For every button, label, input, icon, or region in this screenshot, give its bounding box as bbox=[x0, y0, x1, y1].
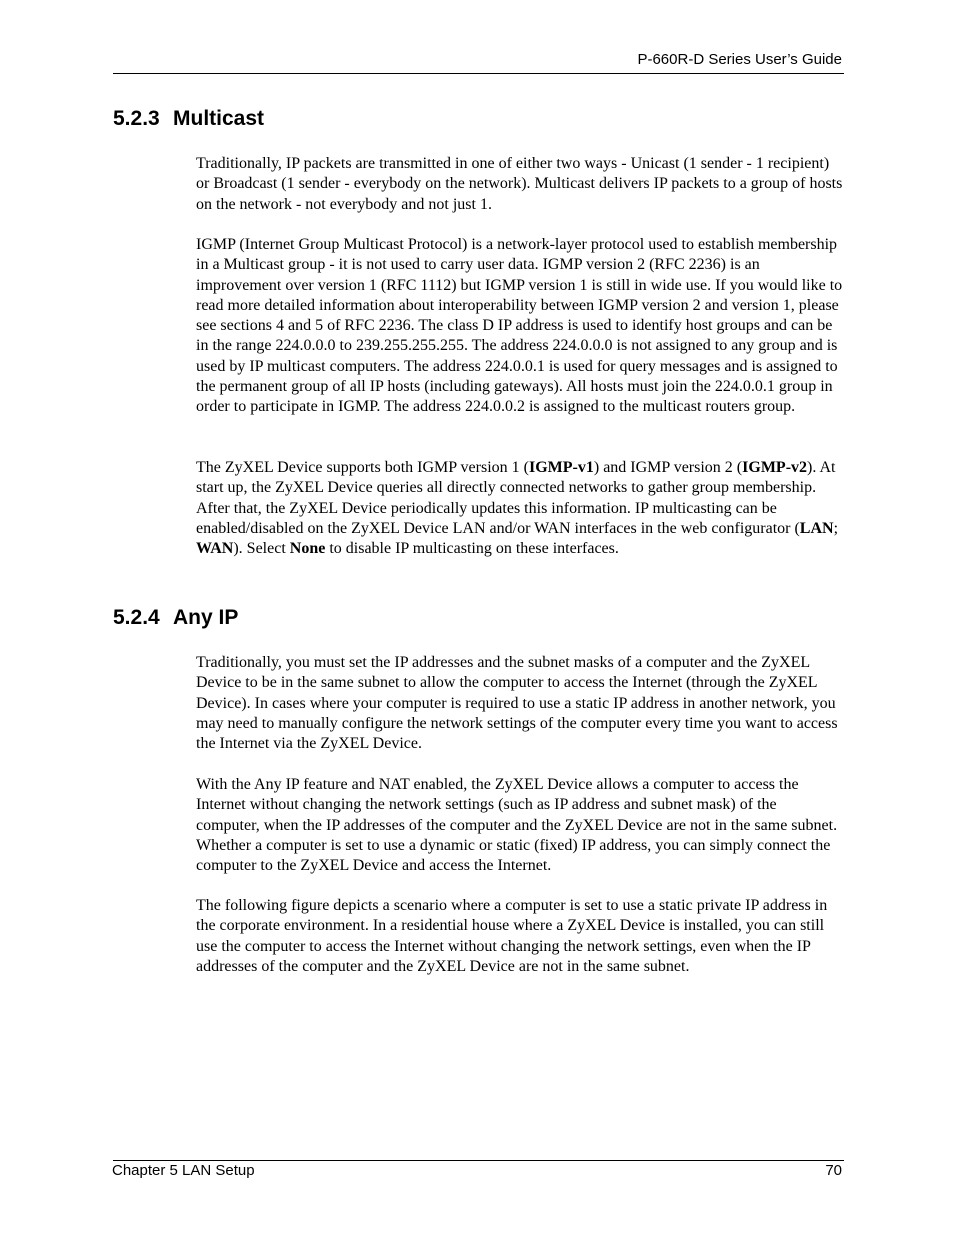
paragraph-any-ip-nat: With the Any IP feature and NAT enabled, the ZyXEL Device allows a computer to access the Internet without changing the network settings (such as IP address and subnet mask) of the computer, when the IP addresses of the computer and the ZyXEL Device are not in the same subnet. Whether a computer is set to use a dynamic or static (fixed) IP address, you can simply connect the computer to the ZyXEL Device and access the Internet. bbox=[196, 776, 838, 875]
section-heading-multicast bbox=[113, 106, 264, 132]
text-run: ) and IGMP version 2 ( bbox=[593, 459, 743, 476]
page-number: 70 bbox=[825, 1162, 842, 1179]
footer-chapter: Chapter 5 LAN Setup bbox=[112, 1162, 255, 1179]
bold-term-igmp-v2: IGMP-v2 bbox=[742, 459, 808, 476]
footer-rule bbox=[113, 1160, 844, 1161]
section-number: 5.2.4 bbox=[113, 606, 160, 629]
bold-term-none: None bbox=[289, 540, 326, 558]
section-title: Multicast bbox=[173, 107, 265, 130]
text-run: ). Select bbox=[233, 540, 290, 558]
bold-term-igmp-v1: IGMP-v1 bbox=[528, 459, 594, 476]
section-title: Any IP bbox=[173, 606, 239, 629]
bold-term-wan: WAN bbox=[196, 540, 234, 558]
header-rule bbox=[113, 73, 844, 74]
text-run: The ZyXEL Device supports both IGMP version 1 ( bbox=[196, 459, 529, 476]
text-run: ). At start up, the ZyXEL Device queries all directly connected networks to gather group membership. After that, the ZyXEL Device periodically updates this information. IP multicasting can be enabled/disabled on the ZyXEL Device LAN and/or WAN interfaces in the web configurator ( bbox=[196, 459, 836, 537]
bold-term-lan: LAN bbox=[799, 519, 834, 537]
section-heading-any-ip bbox=[113, 605, 238, 631]
paragraph-multicast-intro: Traditionally, IP packets are transmitted in one of either two ways - Unicast (1 sender - 1 recipient) or Broadcast (1 sender - everybody on the network). Multicast delivers IP packets to a group of hosts on the network - not everybody and not just 1. bbox=[196, 155, 843, 213]
text-run: to disable IP multicasting on these interfaces. bbox=[325, 540, 619, 558]
paragraph-any-ip-intro: Traditionally, you must set the IP addresses and the subnet masks of a computer and the ZyXEL Device to be in the same subnet to allow the computer to access the Internet (through the ZyXEL Device). In cases where your computer is required to use a static IP address in another network, you may need to manually configure the network settings of the computer every time you want to access the Internet via the ZyXEL Device. bbox=[196, 654, 838, 753]
text-run: ; bbox=[833, 519, 839, 537]
paragraph-zyxel-igmp bbox=[196, 458, 844, 559]
paragraph-igmp: IGMP (Internet Group Multicast Protocol) is a network-layer protocol used to establish membership in a Multicast group - it is not used to carry user data. IGMP version 2 (RFC 2236) is an improvement over version 1 (RFC 1112) but IGMP version 1 is still in wide use. If you would like to read more detailed information about interoperability between IGMP version 2 and version 1, please see sections 4 and 5 of RFC 2236. The class D IP address is used to identify host groups and can be in the range 224.0.0.0 to 239.255.255.255. The address 224.0.0.0 is not assigned to any group and is used by IP multicast computers. The address 224.0.0.1 is used for query messages and is assigned to the permanent group of all IP hosts (including gateways). All hosts must join the 224.0.0.1 group in order to participate in IGMP. The address 224.0.0.2 is assigned to the multicast routers group. bbox=[196, 236, 843, 416]
running-header: P-660R-D Series User’s Guide bbox=[637, 51, 842, 68]
section-number: 5.2.3 bbox=[113, 107, 160, 130]
paragraph-any-ip-figure: The following figure depicts a scenario where a computer is set to use a static private IP address in the corporate environment. In a residential house where a ZyXEL Device is installed, you can still use the computer to access the Internet without changing the network settings, even when the IP addresses of the computer and the ZyXEL Device are not in the same subnet. bbox=[196, 897, 828, 975]
